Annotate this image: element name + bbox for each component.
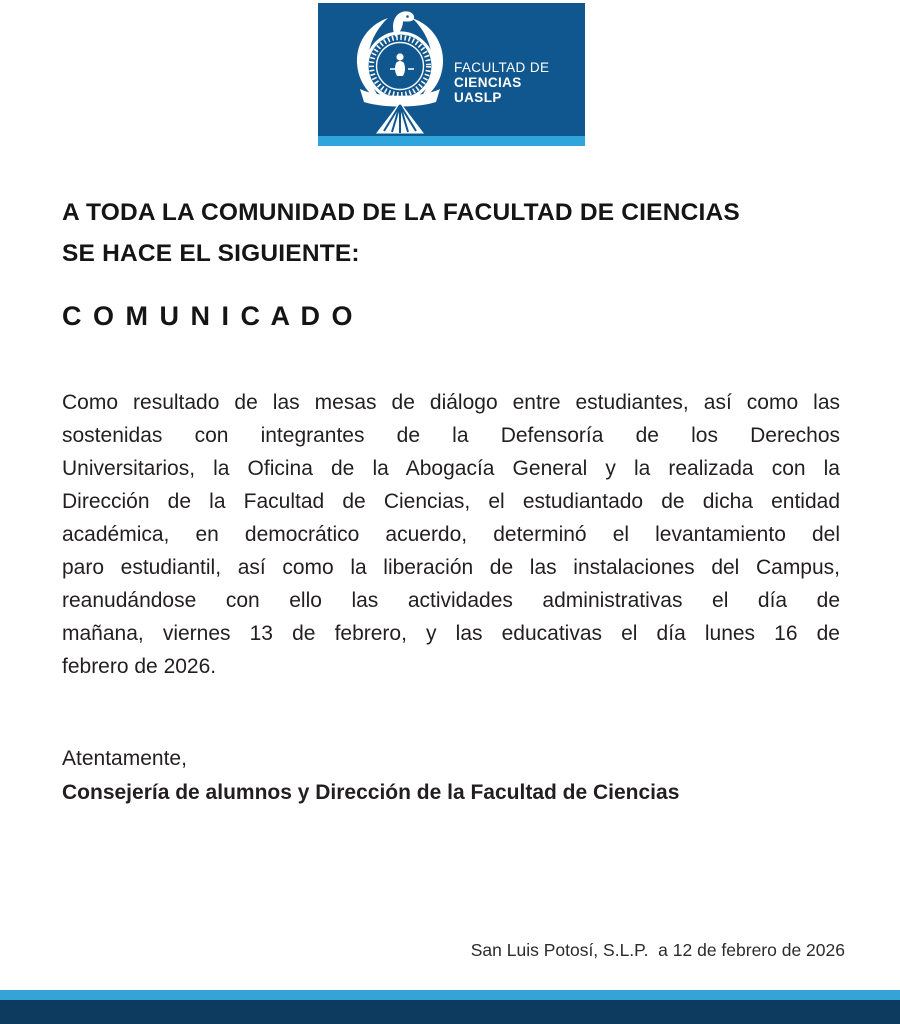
body-line: mañana, viernes 13 de febrero, y las educativas el día lunes 16 de	[62, 622, 840, 645]
body-line: sostenidas con integrantes de la Defensoría de los Derechos	[62, 424, 840, 447]
org-line-ciencias: CIENCIAS	[454, 75, 522, 90]
dateline: San Luis Potosí, S.L.P. a 12 de febrero de 2026	[470, 940, 845, 960]
header-accent-strip	[318, 136, 585, 146]
body-line: paro estudiantil, así como la liberación de las instalaciones del Campus,	[62, 556, 840, 579]
seal-center-figure	[390, 53, 414, 76]
eagle-eye	[406, 15, 409, 18]
body-line: Universitarios, la Oficina de la Abogacía General y la realizada con la	[62, 457, 840, 480]
body-line: reanudándose con ello las actividades administrativas el día de	[62, 589, 840, 612]
footer-bars	[0, 990, 900, 1024]
uaslp-eagle-logo-icon	[346, 9, 458, 136]
org-line-facultad: FACULTAD DE	[454, 60, 550, 75]
body-line: Como resultado de las mesas de diálogo entre estudiantes, así como las	[62, 391, 840, 414]
header-banner	[318, 3, 585, 146]
signature-line: Consejería de alumnos y Dirección de la Facultad de Ciencias	[62, 781, 680, 804]
body-line: Dirección de la Facultad de Ciencias, el estudiantado de dicha entidad	[62, 490, 840, 513]
closing-line: Atentamente,	[62, 747, 187, 770]
footer-navy-bar	[0, 1000, 900, 1024]
closing-block	[62, 742, 840, 810]
comunicado-title: C O M U N I C A D O	[62, 301, 355, 331]
salutation-line-2: SE HACE EL SIGUIENTE:	[62, 240, 360, 267]
org-name-block	[454, 60, 549, 105]
body-line: febrero de 2026.	[62, 655, 217, 678]
body-line: académica, en democrático acuerdo, determinó el levantamiento del	[62, 523, 840, 546]
salutation-heading	[62, 192, 852, 274]
eagle-wing-left	[357, 18, 388, 102]
salutation-line-1: A TODA LA COMUNIDAD DE LA FACULTAD DE CIENCIAS	[62, 199, 740, 226]
org-line-uaslp: UASLP	[454, 90, 502, 105]
body-paragraph	[62, 386, 840, 683]
footer-accent-strip	[0, 990, 900, 1000]
